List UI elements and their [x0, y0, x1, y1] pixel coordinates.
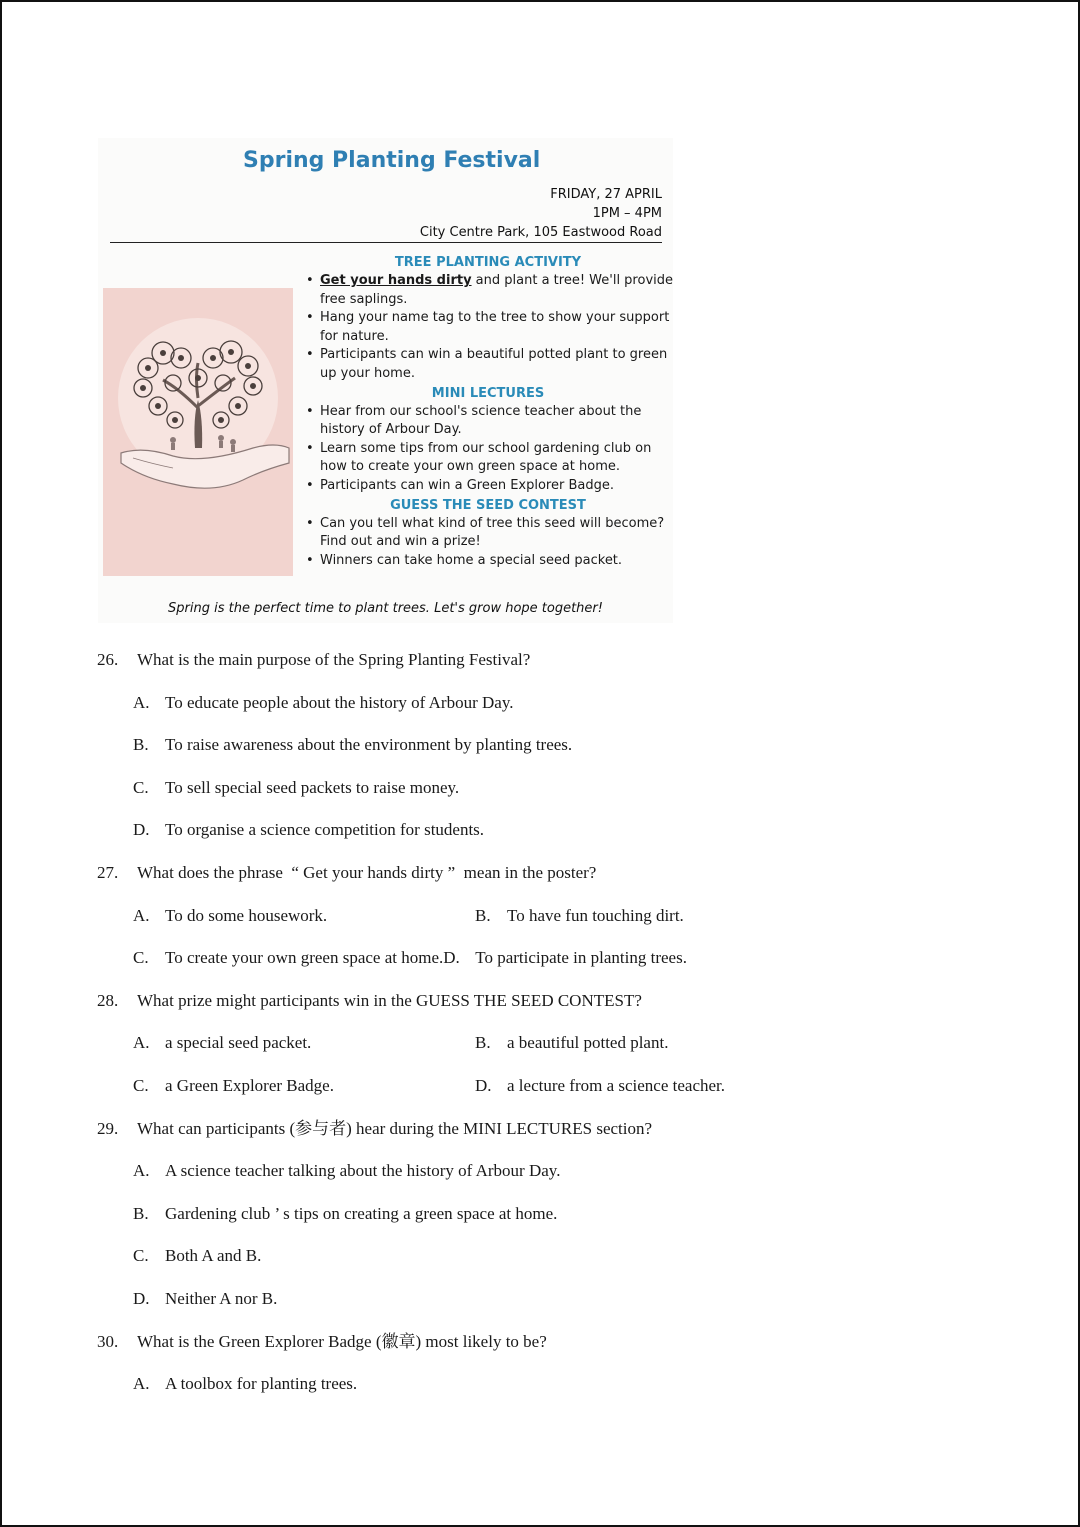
- option-text: To organise a science competition for students.: [165, 820, 485, 840]
- question-26: [97, 644, 997, 687]
- question-text: What is the main purpose of the Spring Planting Festival?: [137, 650, 531, 669]
- option-28b: [475, 1027, 668, 1059]
- heart-tree-icon: [103, 288, 293, 576]
- option-letter: D.: [475, 1075, 492, 1095]
- heart-tree-illustration: [103, 288, 293, 576]
- option-letter: D.: [133, 820, 150, 840]
- tree-planting-heading: TREE PLANTING ACTIVITY: [394, 255, 582, 270]
- option-letter: C.: [133, 1075, 149, 1095]
- option-letter: C.: [133, 1246, 149, 1266]
- list-item: • Winners can take home a special seed packet.: [303, 552, 673, 571]
- list-item: • Participants can win a beautiful potted plant to green up your home.: [303, 346, 673, 383]
- option-letter: A.: [133, 1374, 150, 1394]
- option-letter: B.: [133, 735, 149, 755]
- question-text: What prize might participants win in the GUESS THE SEED CONTEST?: [137, 990, 642, 1010]
- option-letter: A.: [133, 692, 150, 712]
- list-item: • Learn some tips from our school gardening club on how to create your own green space at home.: [303, 440, 673, 477]
- list-item-text: and plant a tree! We'll provide free saplings.: [320, 273, 674, 307]
- option-29d: [97, 1283, 997, 1326]
- option-text: a special seed packet.: [165, 1033, 312, 1053]
- question-number: 29.: [97, 1118, 119, 1138]
- tree-planting-list: [303, 272, 673, 384]
- event-location: City Centre Park, 105 Eastwood Road: [419, 225, 662, 240]
- option-letter: B.: [133, 1203, 149, 1223]
- option-29c: [97, 1240, 997, 1283]
- question-number: 28.: [97, 990, 119, 1010]
- list-item: • Participants can win a Green Explorer Badge.: [303, 477, 673, 496]
- option-text: To have fun touching dirt.: [507, 905, 684, 925]
- option-text: A science teacher talking about the history of Arbour Day.: [165, 1161, 561, 1181]
- option-text: a beautiful potted plant.: [507, 1033, 669, 1053]
- option-text: To participate in planting trees.: [475, 948, 687, 968]
- option-text: To create your own green space at home.: [165, 948, 444, 968]
- seed-contest-heading: GUESS THE SEED CONTEST: [390, 497, 586, 513]
- option-27b: [475, 900, 684, 932]
- question-28: [97, 985, 997, 1028]
- option-28d: [475, 1070, 725, 1102]
- option-28a: [133, 1027, 475, 1059]
- question-29: [97, 1113, 997, 1156]
- event-time: 1PM – 4PM: [592, 206, 662, 221]
- option-29b: [97, 1198, 997, 1241]
- option-26a: [97, 687, 997, 730]
- option-29a: [97, 1155, 997, 1198]
- event-info: [420, 185, 662, 242]
- festival-poster: [98, 138, 673, 623]
- option-26d: [97, 814, 997, 857]
- option-letter: C.: [133, 777, 149, 797]
- question-section: [97, 644, 997, 1411]
- option-text: A toolbox for planting trees.: [165, 1374, 358, 1394]
- poster-content: [303, 253, 673, 570]
- option-letter: C.: [133, 948, 149, 968]
- option-letter: A.: [133, 905, 150, 925]
- option-text: To sell special seed packets to raise money.: [165, 777, 460, 797]
- option-27c: [133, 942, 443, 974]
- underlined-phrase: Get your hands dirty: [320, 273, 472, 288]
- option-row: [97, 942, 997, 985]
- mini-lectures-list: [303, 403, 673, 496]
- seed-contest-list: [303, 515, 673, 571]
- mini-lectures-heading: MINI LECTURES: [431, 385, 545, 401]
- option-text: Neither A nor B.: [165, 1288, 278, 1308]
- option-28c: [133, 1070, 475, 1102]
- divider: [110, 242, 662, 243]
- question-number: 27.: [97, 862, 119, 882]
- option-text: Gardening club ’ s tips on creating a green space at home.: [165, 1203, 558, 1223]
- question-text: What can participants (参与者) hear during the MINI LECTURES section?: [137, 1118, 653, 1138]
- option-text: To raise awareness about the environment by planting trees.: [165, 735, 573, 755]
- question-number: 30.: [97, 1331, 119, 1351]
- option-letter: B.: [475, 905, 491, 925]
- option-text: a Green Explorer Badge.: [165, 1075, 334, 1095]
- option-26c: [97, 772, 997, 815]
- option-26b: [97, 729, 997, 772]
- option-letter: D.: [133, 1288, 150, 1308]
- option-text: To educate people about the history of Arbour Day.: [165, 692, 514, 712]
- option-27d: [443, 942, 687, 974]
- option-letter: B.: [475, 1033, 491, 1053]
- option-row: [97, 900, 997, 943]
- question-number: 26.: [97, 650, 119, 669]
- option-row: [97, 1070, 997, 1113]
- option-row: [97, 1027, 997, 1070]
- option-letter: A.: [133, 1033, 150, 1053]
- question-text: What is the Green Explorer Badge (徽章) most likely to be?: [137, 1331, 547, 1351]
- poster-footer: Spring is the perfect time to plant trees. Let's grow hope together!: [168, 601, 603, 616]
- option-text: To do some housework.: [165, 905, 328, 925]
- list-item: • Hang your name tag to the tree to show your support for nature.: [303, 309, 673, 346]
- option-text: a lecture from a science teacher.: [507, 1075, 726, 1095]
- option-30a: [97, 1368, 997, 1411]
- option-text: Both A and B.: [165, 1246, 262, 1266]
- option-letter: A.: [133, 1161, 150, 1181]
- question-text: What does the phrase “ Get your hands dirty ” mean in the poster?: [137, 862, 597, 882]
- option-27a: [133, 900, 475, 932]
- list-item: [303, 272, 673, 309]
- option-letter: D.: [443, 948, 460, 968]
- question-30: [97, 1326, 997, 1369]
- event-date: FRIDAY, 27 APRIL: [550, 187, 662, 202]
- list-item: • Can you tell what kind of tree this seed will become? Find out and win a prize!: [303, 515, 673, 552]
- list-item: • Hear from our school's science teacher about the history of Arbour Day.: [303, 403, 673, 440]
- question-27: [97, 857, 997, 900]
- poster-title: Spring Planting Festival: [243, 148, 541, 173]
